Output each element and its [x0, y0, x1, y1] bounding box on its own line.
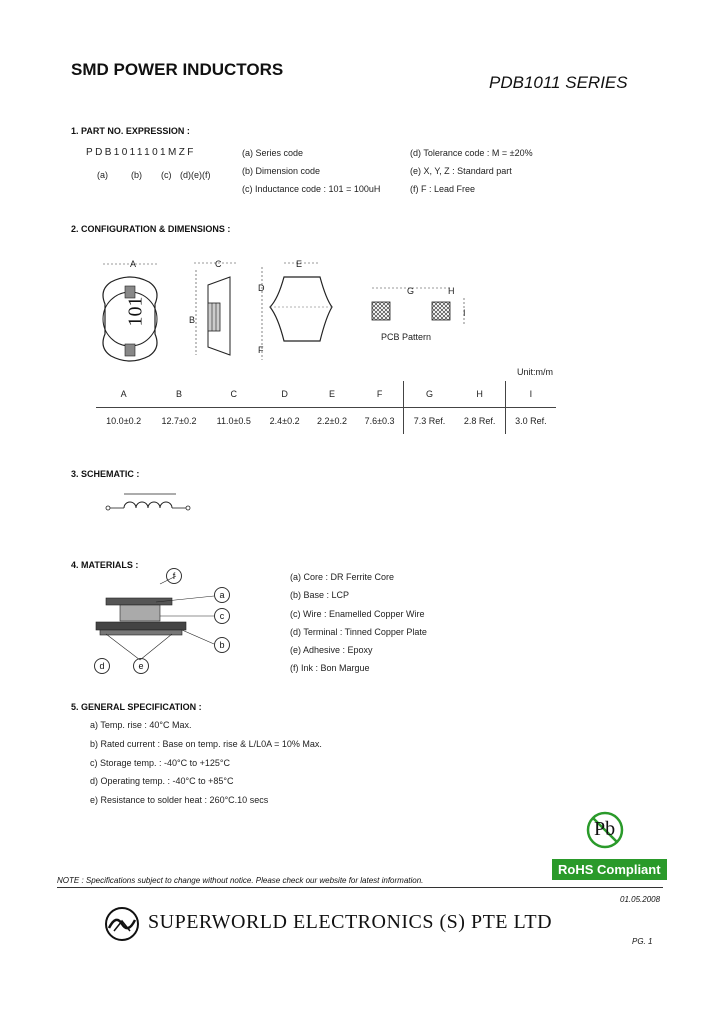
callout-b: b — [214, 637, 230, 653]
callout-a: a — [214, 587, 230, 603]
part-number-code: PDB1011101MZF — [86, 147, 196, 158]
footer-divider — [57, 887, 663, 888]
section-schematic-heading: 3. SCHEMATIC : — [71, 469, 140, 479]
pb-text: Pb — [594, 818, 616, 840]
part-desc-e: (e) X, Y, Z : Standard part — [410, 166, 512, 176]
marker-b: (b) — [131, 170, 142, 180]
spec-item: d) Operating temp. : -40°C to +85°C — [90, 776, 234, 786]
material-item-a: (a) Core : DR Ferrite Core — [290, 572, 395, 582]
section-part-no-heading: 1. PART NO. EXPRESSION : — [71, 126, 190, 136]
spec-item: e) Resistance to solder heat : 260°C.10 secs — [90, 795, 269, 805]
footer-note: NOTE : Specifications subject to change without notice. Please check our website for latest information. — [57, 876, 424, 885]
dim-label-b: B — [189, 315, 196, 325]
section-config-heading: 2. CONFIGURATION & DIMENSIONS : — [71, 224, 231, 234]
callout-e: e — [133, 658, 149, 674]
company-name: SUPERWORLD ELECTRONICS (S) PTE LTD — [148, 911, 553, 933]
material-item-d: (d) Terminal : Tinned Copper Plate — [290, 627, 427, 637]
callout-f: f — [166, 568, 182, 584]
spec-item: a) Temp. rise : 40°C Max. — [90, 720, 192, 730]
table-cell: 2.4±0.2 — [269, 416, 300, 426]
unit-label: Unit:m/m — [517, 367, 553, 377]
dim-label-i: I — [463, 308, 466, 318]
table-cell: 7.3 Ref. — [404, 408, 455, 435]
callout-c: c — [214, 608, 230, 624]
footer-date: 01.05.2008 — [620, 895, 661, 904]
inductor-marking: 101 — [124, 296, 147, 327]
dim-label-c: C — [215, 259, 222, 269]
bottom-view-drawing — [256, 255, 336, 365]
part-desc-b: (b) Dimension code — [242, 166, 321, 176]
table-cell: 3.0 Ref. — [505, 408, 556, 435]
material-item-c: (c) Wire : Enamelled Copper Wire — [290, 609, 425, 619]
part-desc-a: (a) Series code — [242, 148, 304, 158]
part-desc-f: (f) F : Lead Free — [410, 184, 476, 194]
table-header-cell: I — [505, 381, 556, 408]
table-header-cell: F — [356, 381, 404, 408]
material-item-f: (f) Ink : Bon Margue — [290, 663, 370, 673]
table-header-cell: B — [151, 381, 206, 408]
dim-label-a: A — [130, 259, 137, 269]
inductor-schematic-symbol — [104, 490, 194, 520]
table-header-cell: A — [96, 381, 151, 408]
table-cell: 10.0±0.2 — [106, 416, 142, 426]
dimension-table — [96, 381, 556, 434]
table-cell: 2.8 Ref. — [463, 416, 496, 426]
section-materials-heading: 4. MATERIALS : — [71, 560, 139, 570]
table-cell: 11.0±0.5 — [216, 416, 251, 426]
table-cell: 7.6±0.3 — [364, 416, 395, 426]
table-cell: 12.7±0.2 — [161, 416, 197, 426]
dim-label-d: D — [258, 283, 265, 293]
marker-a: (a) — [97, 170, 108, 180]
part-desc-c: (c) Inductance code : 101 = 100uH — [242, 184, 381, 194]
spec-item: b) Rated current : Base on temp. rise & L/L0A = 10% Max. — [90, 739, 322, 749]
part-desc-d: (d) Tolerance code : M = ±20% — [410, 148, 533, 158]
rohs-compliant-badge: RoHS Compliant — [552, 859, 667, 880]
table-header-row — [96, 381, 556, 408]
material-item-e: (e) Adhesive : Epoxy — [290, 645, 373, 655]
callout-d: d — [94, 658, 110, 674]
page-title: SMD POWER INDUCTORS — [71, 60, 284, 79]
table-header-cell: C — [207, 381, 261, 408]
table-row — [96, 408, 556, 435]
series-name: PDB1011 SERIES — [489, 73, 628, 92]
pcb-pattern-label: PCB Pattern — [381, 332, 432, 342]
table-header-cell: G — [404, 381, 455, 408]
table-header-cell: E — [308, 381, 355, 408]
section-spec-heading: 5. GENERAL SPECIFICATION : — [71, 702, 202, 712]
marker-def: (d)(e)(f) — [180, 170, 211, 180]
materials-cross-section-drawing — [86, 564, 246, 684]
material-item-b: (b) Base : LCP — [290, 590, 350, 600]
table-header-cell: H — [455, 381, 506, 408]
pcb-pattern-drawing — [364, 280, 474, 325]
dim-label-g: G — [407, 286, 415, 296]
table-cell: 2.2±0.2 — [317, 416, 347, 426]
marker-c: (c) — [161, 170, 172, 180]
table-header-cell: D — [261, 381, 308, 408]
page-number: PG. 1 — [632, 937, 653, 946]
dim-label-e: E — [296, 259, 303, 269]
dim-label-f: F — [258, 345, 264, 355]
dim-label-h: H — [448, 286, 455, 296]
side-view-drawing — [186, 255, 246, 365]
spec-item: c) Storage temp. : -40°C to +125°C — [90, 758, 231, 768]
company-logo-icon — [104, 906, 140, 942]
